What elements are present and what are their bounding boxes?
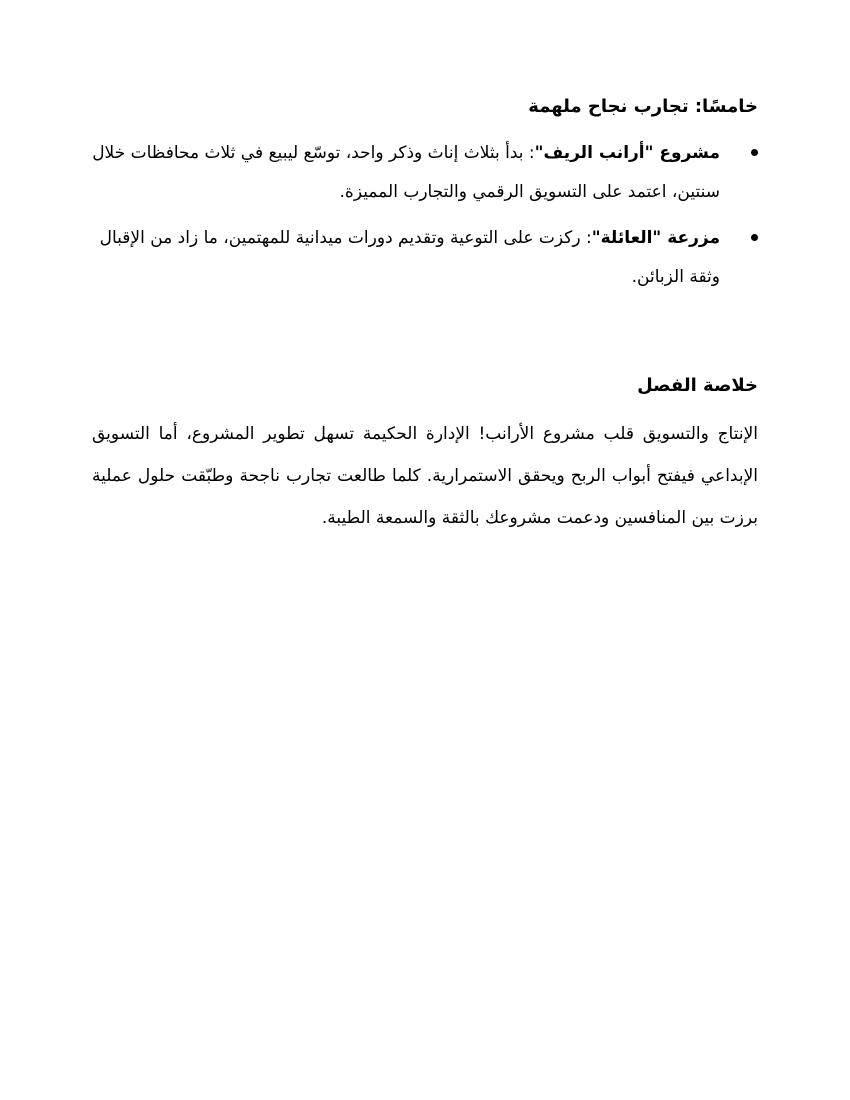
list-item bbox=[92, 134, 758, 212]
success-stories-list bbox=[92, 134, 758, 297]
list-item bbox=[92, 219, 758, 297]
chapter-summary-heading: خلاصة الفصل bbox=[637, 375, 758, 396]
bullet-icon bbox=[751, 149, 758, 156]
success-stories-heading: خامسًا: تجارب نجاح ملهمة bbox=[528, 96, 758, 117]
bullet-text: : بدأ بثلاث إناث وذكر واحد، توسّع ليبيع في ثلاث محافظات خلال سنتين، اعتمد على التسويق الرقمي والتجارب المميزة. bbox=[92, 143, 720, 202]
bullet-title: مشروع "أرانب الريف" bbox=[534, 143, 720, 163]
bullet-text: : ركزت على التوعية وتقديم دورات ميدانية للمهتمين، ما زاد من الإقبال وثقة الزبائن. bbox=[99, 228, 720, 287]
bullet-icon bbox=[751, 234, 758, 241]
bullet-title: مزرعة "العائلة" bbox=[591, 228, 720, 248]
chapter-summary-paragraph: الإنتاج والتسويق قلب مشروع الأرانب! الإدارة الحكيمة تسهل تطوير المشروع، أما التسويق الإبداعي فيفتح أبواب الربح ويحقق الاستمرارية. كلما طالعت تجارب ناجحة وطبّقت حلول عملية برزت بين المنافسين ودعمت مشروعك بالثقة والسمعة الطيبة. bbox=[92, 424, 758, 528]
